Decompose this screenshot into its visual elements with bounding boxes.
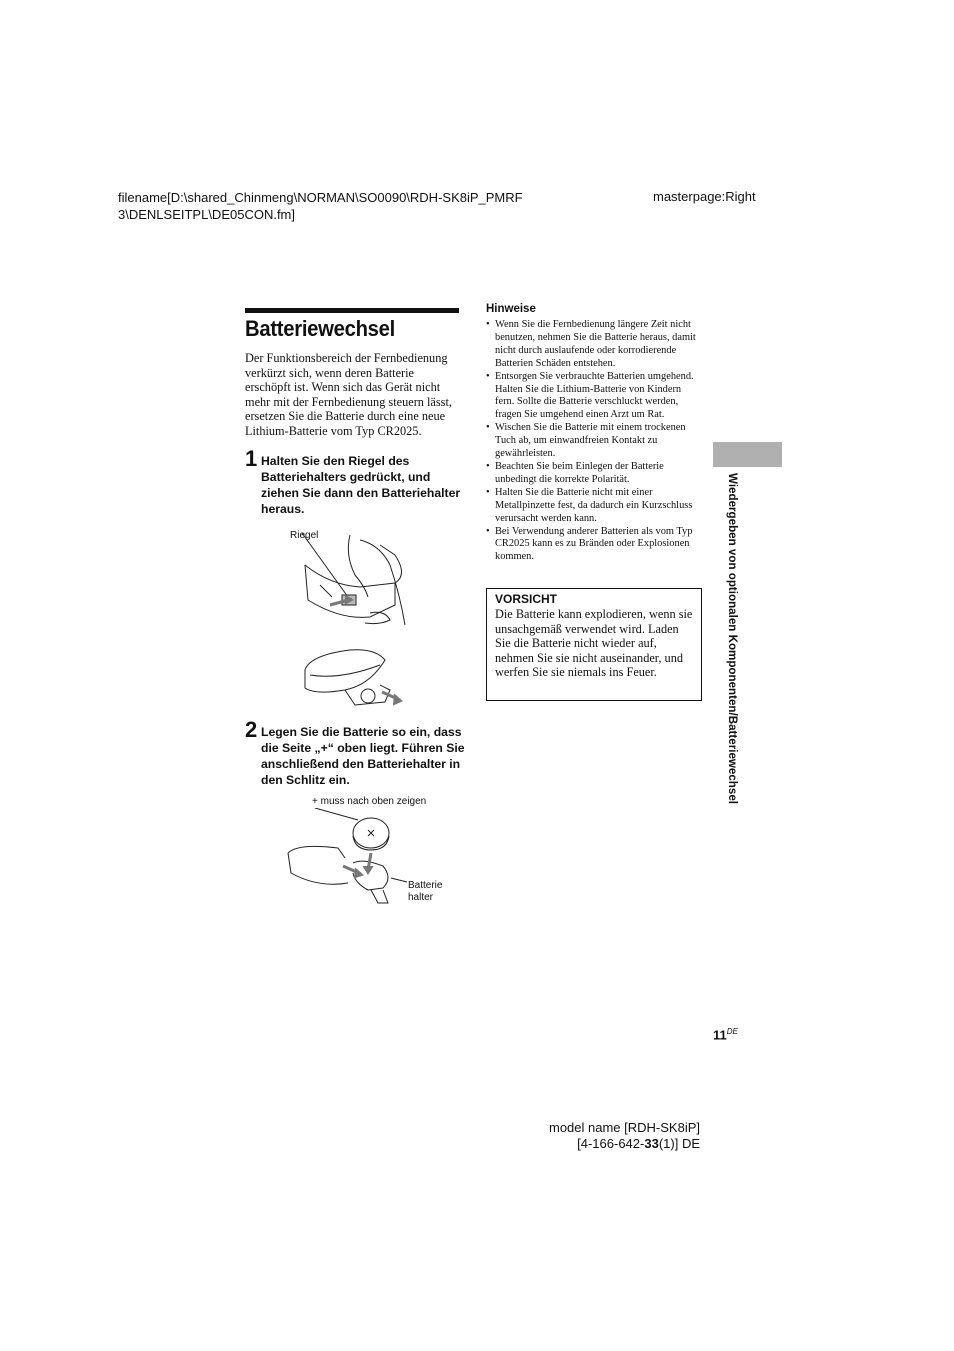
note-item: • Halten Sie die Batterie nicht mit einer Metallpinzette fest, da dadurch ein Kurzschluss verursacht werden kann. [486,487,702,526]
footer-code-prefix: [4-166-642- [577,1136,645,1151]
label-battery-holder [408,880,458,904]
notes-list [486,319,702,564]
note-item: • Wischen Sie die Batterie mit einem trockenen Tuch ab, um einwandfreien Kontakt zu gewährleisten. [486,422,702,461]
label-riegel: Riegel [290,530,319,541]
note-item: • Bei Verwendung anderer Batterien als vom Typ CR2025 kann es zu Bränden oder Explosionen kommen. [486,526,702,565]
step-1-text: Halten Sie den Riegel des Batteriehalters gedrückt, und ziehen Sie dann den Batteriehalter heraus. [261,454,461,516]
caution-heading: VORSICHT [495,592,558,606]
header-masterpage: masterpage:Right [653,189,756,204]
page-number-suffix: DE [726,1027,738,1036]
side-tab-label [725,473,745,873]
intro-paragraph: Der Funktionsbereich der Fernbedienung verkürzt sich, wenn deren Batterie erschöpft ist. Wenn sich das Gerät nicht mehr mit der Fernbedienung steuern lässt, ersetzen Sie die Batterie durch eine neue Lithium-Batterie vom Typ CR2025. [245,351,452,438]
footer-code-suffix: (1)] DE [658,1136,700,1151]
side-tab-text: Wiedergeben von optionalen Komponenten/Batteriewechsel [726,473,739,805]
step-2-number: 2 [245,717,258,742]
label-battery-holder-line2: halter [408,892,434,903]
label-battery-holder-line1: Batterie [408,880,443,891]
footer-code-bold: 33 [644,1136,659,1151]
step-1-number: 1 [245,446,258,471]
side-tab-marker [713,442,782,467]
caution-box [486,588,702,701]
note-item: • Wenn Sie die Fernbedienung längere Zeit nicht benutzen, nehmen Sie die Batterie heraus, damit nicht durch auslaufende oder korrodierende Batterien Schäden entstehen. [486,319,702,371]
illustration-insert-battery [283,808,413,913]
header-filename-line2: 3\DENLSEITPL\DE05CON.fm] [118,207,295,222]
footer-model-name: model name [RDH-SK8iP] [549,1120,700,1135]
illustration-remove-holder [290,525,420,710]
header-filename-line1: filename[D:\shared_Chinmeng\NORMAN\SO0090\RDH-SK8iP_PMRF [118,190,523,205]
page-number-value: 11 [713,1027,727,1043]
label-plus-side-up: + muss nach oben zeigen [312,796,427,807]
caution-text: Die Batterie kann explodieren, wenn sie unsachgemäß verwendet wird. Laden Sie die Batterie nicht wieder auf, nehmen Sie sie nicht auseinander, und werfen Sie sie niemals ins Feuer. [495,607,693,679]
footer-part-code [500,1136,700,1151]
page-number [713,1027,738,1042]
title-rule [245,308,459,313]
note-item: • Beachten Sie beim Einlegen der Batterie unbedingt die korrekte Polarität. [486,461,702,487]
notes-heading: Hinweise [486,303,536,315]
step-2-text: Legen Sie die Batterie so ein, dass die Seite „+“ oben liegt. Führen Sie anschließend den Batteriehalter in den Schlitz ein. [261,725,465,787]
header-filename [118,189,523,223]
section-title: Batteriewechsel [245,316,395,341]
note-item: • Entsorgen Sie verbrauchte Batterien umgehend. Halten Sie die Lithium-Batterie von Kindern fern. Sollte die Batterie verschluckt werden, fragen Sie umgehend einen Arzt um Rat. [486,371,702,423]
